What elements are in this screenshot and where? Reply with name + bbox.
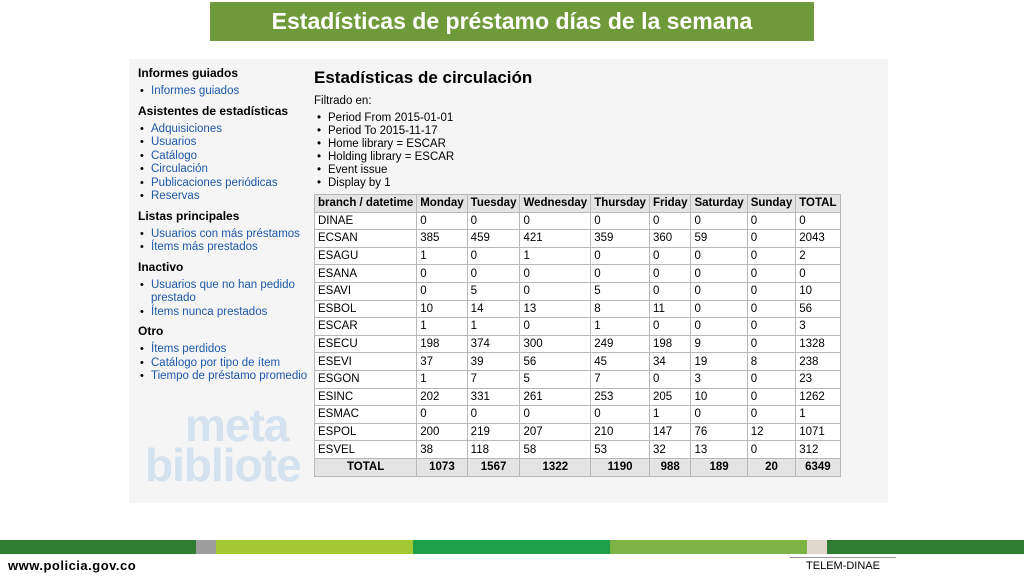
- table-row: [315, 318, 841, 336]
- count-cell: 0: [520, 406, 591, 424]
- count-cell: 0: [417, 265, 467, 283]
- total-label-cell: TOTAL: [315, 458, 417, 476]
- footer-strip-green: [413, 540, 610, 554]
- count-cell: 0: [747, 441, 796, 459]
- total-cell: 6349: [796, 458, 840, 476]
- main-content: [314, 66, 884, 190]
- table-row: [315, 300, 841, 318]
- sidebar-heading-informes: Informes guiados: [138, 66, 239, 80]
- table-row: [315, 423, 841, 441]
- count-cell: 0: [796, 212, 840, 230]
- count-cell: 205: [649, 388, 691, 406]
- filter-item: • Period From 2015-01-01: [314, 112, 884, 125]
- count-cell: 0: [747, 318, 796, 336]
- count-cell: 0: [520, 265, 591, 283]
- count-cell: 1: [796, 406, 840, 424]
- count-cell: 37: [417, 353, 467, 371]
- table-header-row: [315, 195, 841, 213]
- count-cell: 8: [591, 300, 650, 318]
- sidebar-heading-inactivo: Inactivo: [138, 259, 184, 274]
- branch-cell: ESANA: [315, 265, 417, 283]
- watermark-line-2: bibliote: [145, 439, 301, 491]
- count-cell: 1328: [796, 335, 840, 353]
- table-row: [315, 406, 841, 424]
- table-row: [315, 335, 841, 353]
- count-cell: 0: [796, 265, 840, 283]
- table-row: [315, 212, 841, 230]
- count-cell: 0: [467, 406, 520, 424]
- table-row: [315, 247, 841, 265]
- count-cell: 2: [796, 247, 840, 265]
- total-cell: 189: [691, 458, 747, 476]
- count-cell: 9: [691, 335, 747, 353]
- sidebar-item-items-nunca-prestados[interactable]: • Ítems nunca prestados: [138, 306, 308, 320]
- count-cell: 10: [691, 388, 747, 406]
- count-cell: 45: [591, 353, 650, 371]
- watermark-logo: [145, 398, 315, 493]
- count-cell: 374: [467, 335, 520, 353]
- count-cell: 23: [796, 370, 840, 388]
- count-cell: 1: [417, 370, 467, 388]
- branch-cell: ESINC: [315, 388, 417, 406]
- count-cell: 1: [591, 318, 650, 336]
- count-cell: 253: [591, 388, 650, 406]
- count-cell: 0: [691, 406, 747, 424]
- count-cell: 58: [520, 441, 591, 459]
- table-total-row: [315, 458, 841, 476]
- filter-item: • Home library = ESCAR: [314, 138, 884, 151]
- sidebar-heading-otro: Otro: [138, 324, 164, 338]
- count-cell: 0: [747, 212, 796, 230]
- table-row: [315, 230, 841, 248]
- count-cell: 249: [591, 335, 650, 353]
- count-cell: 3: [796, 318, 840, 336]
- count-cell: 1262: [796, 388, 840, 406]
- count-cell: 5: [520, 370, 591, 388]
- count-cell: 0: [691, 212, 747, 230]
- sidebar-item-adquisiciones[interactable]: • Adquisiciones: [138, 123, 308, 137]
- count-cell: 385: [417, 230, 467, 248]
- column-header: Monday: [417, 195, 467, 213]
- count-cell: 14: [467, 300, 520, 318]
- count-cell: 261: [520, 388, 591, 406]
- slide-title-banner: [210, 2, 814, 41]
- count-cell: 331: [467, 388, 520, 406]
- footer-strip-lime: [216, 540, 413, 554]
- column-header: Sunday: [747, 195, 796, 213]
- count-cell: 0: [649, 282, 691, 300]
- count-cell: 1071: [796, 423, 840, 441]
- count-cell: 56: [796, 300, 840, 318]
- table-row: [315, 441, 841, 459]
- count-cell: 0: [747, 265, 796, 283]
- count-cell: 59: [691, 230, 747, 248]
- footer-strip-gray: [196, 540, 216, 554]
- footer-tag: TELEM-DINAE: [790, 557, 896, 576]
- total-cell: 20: [747, 458, 796, 476]
- total-cell: 1322: [520, 458, 591, 476]
- footer-strip-lime-2: [610, 540, 807, 554]
- count-cell: 13: [691, 441, 747, 459]
- count-cell: 0: [691, 282, 747, 300]
- branch-cell: ESAVI: [315, 282, 417, 300]
- column-header: branch / datetime: [315, 195, 417, 213]
- count-cell: 200: [417, 423, 467, 441]
- footer-strip-dark-green: [0, 540, 196, 554]
- count-cell: 0: [591, 265, 650, 283]
- branch-cell: ESPOL: [315, 423, 417, 441]
- count-cell: 207: [520, 423, 591, 441]
- count-cell: 0: [417, 282, 467, 300]
- count-cell: 12: [747, 423, 796, 441]
- filter-item: • Period To 2015-11-17: [314, 125, 884, 138]
- filter-list: [314, 112, 884, 190]
- count-cell: 39: [467, 353, 520, 371]
- table-row: [315, 370, 841, 388]
- count-cell: 56: [520, 353, 591, 371]
- count-cell: 0: [467, 247, 520, 265]
- count-cell: 202: [417, 388, 467, 406]
- filter-item: • Event issue: [314, 164, 884, 177]
- slide-title: Estadísticas de préstamo días de la semana: [271, 8, 753, 34]
- sidebar-list-listas: [138, 228, 308, 255]
- count-cell: 421: [520, 230, 591, 248]
- count-cell: 5: [467, 282, 520, 300]
- sidebar-item-items-mas-prestados[interactable]: • Ítems más prestados: [138, 241, 308, 255]
- count-cell: 0: [649, 265, 691, 283]
- count-cell: 360: [649, 230, 691, 248]
- count-cell: 1: [649, 406, 691, 424]
- sidebar-item-items-perdidos[interactable]: • Ítems perdidos: [138, 343, 308, 357]
- count-cell: 1: [417, 247, 467, 265]
- count-cell: 0: [649, 318, 691, 336]
- count-cell: 0: [417, 406, 467, 424]
- sidebar-list-informes: [138, 85, 308, 99]
- count-cell: 10: [417, 300, 467, 318]
- count-cell: 0: [591, 247, 650, 265]
- count-cell: 11: [649, 300, 691, 318]
- column-header: Wednesday: [520, 195, 591, 213]
- count-cell: 0: [649, 247, 691, 265]
- branch-cell: ESAGU: [315, 247, 417, 265]
- count-cell: 0: [691, 300, 747, 318]
- count-cell: 0: [747, 388, 796, 406]
- sidebar-item-catalogo[interactable]: • Catálogo: [138, 150, 308, 164]
- count-cell: 0: [520, 318, 591, 336]
- count-cell: 34: [649, 353, 691, 371]
- sidebar-item-circulacion[interactable]: • Circulación: [138, 163, 308, 177]
- count-cell: 238: [796, 353, 840, 371]
- sidebar-heading-asistentes: Asistentes de estadísticas: [138, 103, 289, 118]
- count-cell: 0: [520, 282, 591, 300]
- count-cell: 5: [591, 282, 650, 300]
- count-cell: 53: [591, 441, 650, 459]
- count-cell: 0: [747, 335, 796, 353]
- count-cell: 19: [691, 353, 747, 371]
- count-cell: 1: [467, 318, 520, 336]
- count-cell: 0: [591, 212, 650, 230]
- sidebar-list-otro: [138, 343, 308, 384]
- sidebar-item-usuarios-mas-prestamos[interactable]: • Usuarios con más préstamos: [138, 228, 308, 242]
- count-cell: 3: [691, 370, 747, 388]
- table-row: [315, 388, 841, 406]
- column-header: Saturday: [691, 195, 747, 213]
- count-cell: 0: [747, 247, 796, 265]
- count-cell: 1: [520, 247, 591, 265]
- sidebar-item-tiempo-prestamo[interactable]: • Tiempo de préstamo promedio: [138, 370, 308, 384]
- count-cell: 0: [649, 370, 691, 388]
- count-cell: 0: [691, 318, 747, 336]
- count-cell: 0: [591, 406, 650, 424]
- count-cell: 0: [691, 265, 747, 283]
- total-cell: 988: [649, 458, 691, 476]
- count-cell: 0: [747, 282, 796, 300]
- count-cell: 198: [649, 335, 691, 353]
- sidebar-list-asistentes: [138, 123, 308, 204]
- count-cell: 10: [796, 282, 840, 300]
- sidebar-item-publicaciones[interactable]: • Publicaciones periódicas: [138, 177, 308, 191]
- branch-cell: ESBOL: [315, 300, 417, 318]
- count-cell: 0: [649, 212, 691, 230]
- count-cell: 118: [467, 441, 520, 459]
- sidebar-heading-listas: Listas principales: [138, 208, 240, 223]
- count-cell: 1: [417, 318, 467, 336]
- total-cell: 1073: [417, 458, 467, 476]
- footer-strip-light: [807, 540, 827, 554]
- table-row: [315, 265, 841, 283]
- branch-cell: ESEVI: [315, 353, 417, 371]
- count-cell: 0: [747, 230, 796, 248]
- watermark-line-1: meta: [185, 399, 289, 451]
- column-header: TOTAL: [796, 195, 840, 213]
- column-header: Thursday: [591, 195, 650, 213]
- count-cell: 2043: [796, 230, 840, 248]
- footer-url[interactable]: www.policia.gov.co: [8, 558, 137, 573]
- circulation-stats-table: [314, 194, 841, 477]
- count-cell: 359: [591, 230, 650, 248]
- branch-cell: ESGON: [315, 370, 417, 388]
- count-cell: 0: [691, 247, 747, 265]
- footer-strip-dark-green-2: [827, 540, 1024, 554]
- count-cell: 0: [520, 212, 591, 230]
- branch-cell: DINAE: [315, 212, 417, 230]
- total-cell: 1190: [591, 458, 650, 476]
- table-row: [315, 282, 841, 300]
- filtered-label: Filtrado en:: [314, 95, 372, 107]
- count-cell: 32: [649, 441, 691, 459]
- count-cell: 300: [520, 335, 591, 353]
- count-cell: 7: [591, 370, 650, 388]
- branch-cell: ESVEL: [315, 441, 417, 459]
- sidebar-list-inactivo: [138, 279, 308, 320]
- count-cell: 7: [467, 370, 520, 388]
- branch-cell: ECSAN: [315, 230, 417, 248]
- sidebar-item-usuarios-sin-prestamo[interactable]: • Usuarios que no han pedido prestado: [138, 279, 308, 306]
- table-row: [315, 353, 841, 371]
- sidebar-item-usuarios[interactable]: • Usuarios: [138, 136, 308, 150]
- sidebar-item-catalogo-tipo-item[interactable]: • Catálogo por tipo de ítem: [138, 357, 308, 371]
- count-cell: 147: [649, 423, 691, 441]
- count-cell: 0: [417, 212, 467, 230]
- sidebar: [138, 66, 308, 389]
- branch-cell: ESCAR: [315, 318, 417, 336]
- branch-cell: ESMAC: [315, 406, 417, 424]
- count-cell: 312: [796, 441, 840, 459]
- count-cell: 8: [747, 353, 796, 371]
- count-cell: 0: [747, 406, 796, 424]
- sidebar-item-informes-guiados[interactable]: • Informes guiados: [138, 85, 308, 99]
- count-cell: 459: [467, 230, 520, 248]
- branch-cell: ESECU: [315, 335, 417, 353]
- count-cell: 13: [520, 300, 591, 318]
- count-cell: 0: [467, 265, 520, 283]
- filter-item: • Display by 1: [314, 177, 884, 190]
- count-cell: 0: [747, 370, 796, 388]
- filter-item: • Holding library = ESCAR: [314, 151, 884, 164]
- count-cell: 0: [467, 212, 520, 230]
- page-title: Estadísticas de circulación: [314, 68, 533, 87]
- count-cell: 76: [691, 423, 747, 441]
- column-header: Friday: [649, 195, 691, 213]
- column-header: Tuesday: [467, 195, 520, 213]
- sidebar-item-reservas[interactable]: • Reservas: [138, 190, 308, 204]
- count-cell: 219: [467, 423, 520, 441]
- total-cell: 1567: [467, 458, 520, 476]
- count-cell: 198: [417, 335, 467, 353]
- count-cell: 38: [417, 441, 467, 459]
- count-cell: 210: [591, 423, 650, 441]
- count-cell: 0: [747, 300, 796, 318]
